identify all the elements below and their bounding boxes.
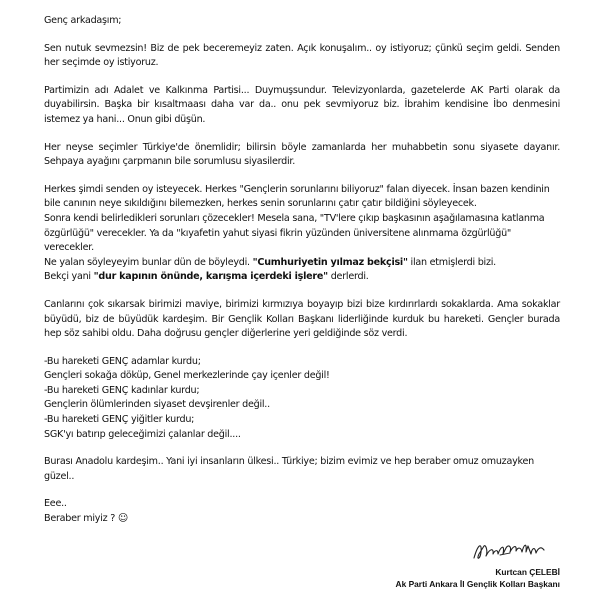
- paragraph-anatolia: Burası Anadolu kardeşim.. Yani iyi insanların ülkesi.. Türkiye; bizim evimiz ve hep beraber omuz omuzayken güzel..: [44, 456, 534, 482]
- signer-title: Ak Parti Ankara İl Gençlik Kolları Başkanı: [395, 579, 560, 589]
- smiley-icon: ☺: [117, 513, 129, 525]
- closing: [44, 497, 560, 526]
- paragraph-streets: Canlarını çok sıkarsak birimizi maviye, birimizi kırmızıya boyayıp bizi bize kırdırırlardı sokaklarda. Ama sokaklar büyüdü, biz de büyüdük kardeşim. Bir Gençlik Kolları Başkanı liderliğinde kurduk bu hareketi. Gençler burada hep söz sahibi oldu. Daha doğrusu gençler diğerlerine yeri geldiğinde söz verdi.: [44, 298, 560, 340]
- signer-name: Kurtcan ÇELEBİ: [495, 567, 560, 577]
- paragraph-party-name: Partimizin adı Adalet ve Kalkınma Partisi... Duymuşsundur. Televizyonlarda, gazetelerde AK Parti olarak da duyabilirsin. Başka bir kısaltmaası daha var da.. onu pek sevmiyoruz biz. İbrahim kendisine İbo denmesini istemez ya hani... Onun gibi düşün.: [44, 84, 560, 125]
- closing-line-2: [44, 512, 560, 527]
- closing-line-1: Eee..: [44, 498, 67, 510]
- promises-line-4-bold: "dur kapının önünde, karışma içerdeki işlere": [93, 271, 328, 283]
- list-item: Gençlerin ölümlerinden siyaset devşirenler değil..: [44, 399, 270, 411]
- list-item: -Bu hareketi GENÇ yiğitler kurdu;: [44, 414, 195, 426]
- promises-line-4-pre: Bekçi yani: [44, 271, 94, 283]
- signature-block: [340, 538, 560, 590]
- closing-question: Beraber miyiz ?: [44, 513, 118, 525]
- greeting: Genç arkadaşım;: [44, 15, 122, 26]
- promises-line-4-post: derlerdi.: [327, 271, 369, 283]
- paragraph-promises: [44, 183, 560, 285]
- promises-line-3-bold: "Cumhuriyetin yılmaz bekçisi": [252, 256, 408, 268]
- promises-line-1: Herkes şimdi senden oy isteyecek. Herkes "Gençlerin sorunlarını biliyoruz" falan diyecek. İnsan bazen kendinin bile canının neye sıkıldığını bilemezken, herkes senin sorunlarını çatır çatır bildiğini söyleyecek.: [44, 183, 550, 210]
- paragraph-intro: Sen nutuk sevmezsin! Biz de pek beceremeyiz zaten. Açık konuşalım.. oy istiyoruz; çünkü seçim geldi. Senden her seçimde oy istiyoruz.: [44, 42, 560, 69]
- list-item: -Bu hareketi GENÇ adamlar kurdu;: [44, 355, 201, 367]
- promises-line-3-post: ilan etmişlerdi bizi.: [407, 256, 496, 268]
- promises-line-4: [44, 270, 560, 285]
- paragraph-elections: Her neyse seçimler Türkiye'de önemlidir; bilirsin böyle zamanlarda her muhabbetin sonu siyasete dayanır. Sehpaya ayağını çarpmanın bile sorumlusu siyasilerdir.: [44, 141, 560, 168]
- movement-list: [44, 355, 560, 443]
- signature-icon: [470, 538, 548, 564]
- list-item: Gençleri sokağa döküp, Genel merkezlerinde çay içenler değil!: [44, 370, 330, 382]
- promises-line-2: Sonra kendi belirledikleri sorunları çözecekler! Mesela sana, "TV'lere çıkıp başkasının aşağılamasına katlanma özgürlüğü" verecekler. Ya da "kıyafetin yahut siyasi fikrin yüzünden üniversitene alınmama özgürlüğü" verecekler.: [44, 212, 545, 254]
- promises-line-3-pre: Ne yalan söyleyeyim bunlar dün de böyleydi.: [44, 256, 253, 268]
- list-item: SGK'yı batırıp geleceğimizi çalanlar değil....: [44, 428, 241, 440]
- promises-line-3: [44, 256, 560, 271]
- list-item: -Bu hareketi GENÇ kadınlar kurdu;: [44, 384, 200, 396]
